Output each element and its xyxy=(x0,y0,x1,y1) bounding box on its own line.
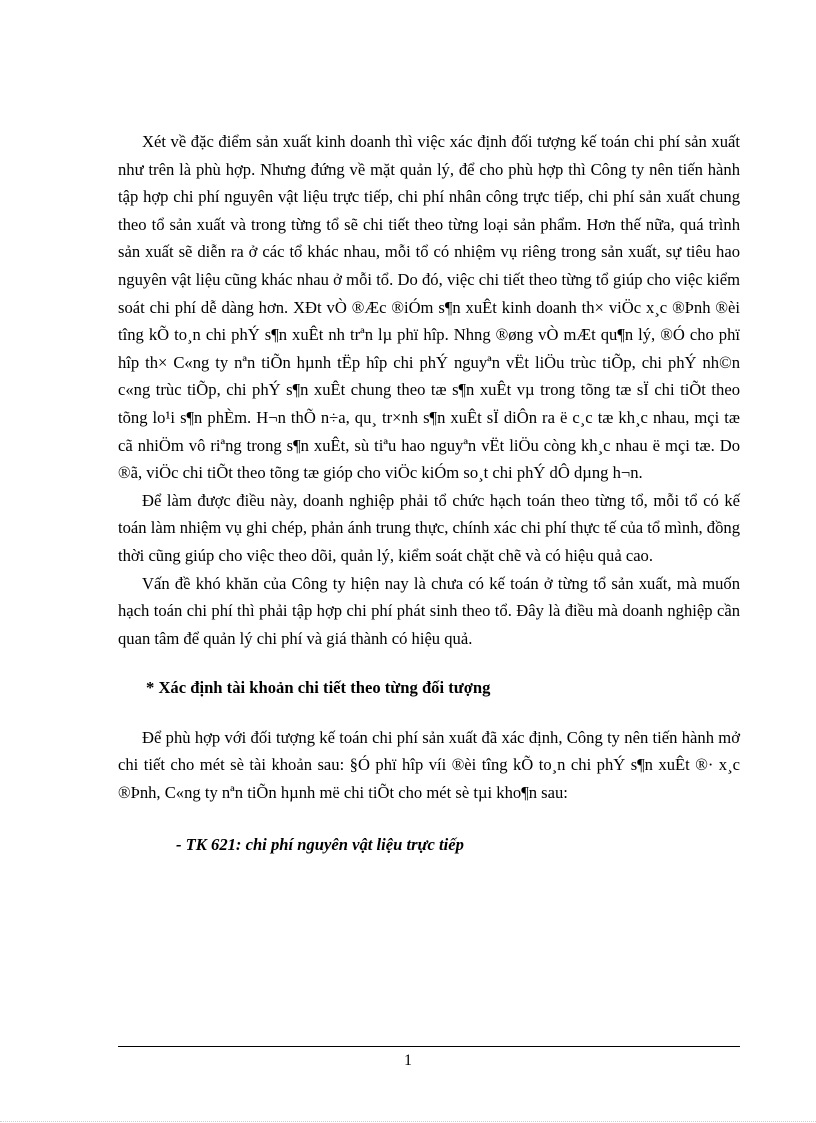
paragraph-1: Xét về đặc điểm sản xuất kinh doanh thì việc xác định đối tượng kế toán chi phí sản xuất như trên là phù hợp. Nhưng đứng về mặt quản lý, để cho phù hợp thì Công ty nên tiến hành tập hợp chi phí nguyên vật liệu trực tiếp, chi phí nhân công trực tiếp, chi phí sản xuất chung theo tổ sản xuất và trong từng tổ sẽ chi tiết theo từng loại sản phẩm. Hơn thế nữa, quá trình sản xuất sẽ diễn ra ở các tổ khác nhau, mỗi tổ có nhiệm vụ riêng trong sản xuất, sự tiêu hao nguyên vật liệu cũng khác nhau ở mỗi tổ. Do đó, việc chi tiết theo từng tổ giúp cho việc kiểm soát chi phí dễ dàng hơn. XÐt vÒ ®Æc ®iÓm s¶n xuÊt kinh doanh th× viÖc x¸c ®Þnh ®èi tîng kÕ to¸n chi phÝ s¶n xuÊt nh trªn lµ phï hîp. Nhng ®øng vÒ mÆt qu¶n lý, ®Ó cho phï hîp th× C«ng ty nªn tiÕn hµnh tËp hîp chi phÝ nguyªn vËt liÖu trùc tiÕp, chi phÝ nh©n c«ng trùc tiÕp, chi phÝ s¶n xuÊt chung theo tæ s¶n xuÊt vµ trong tõng tæ sÏ chi tiÕt theo tõng lo¹i s¶n phÈm. H¬n thÕ n÷a, qu¸ tr×nh s¶n xuÊt sÏ diÔn ra ë c¸c tæ kh¸c nhau, mçi tæ cã nhiÖm vô riªng trong s¶n xuÊt, sù tiªu hao nguyªn vËt liÖu còng kh¸c nhau ë mçi tæ. Do ®ã, viÖc chi tiÕt theo tõng tæ gióp cho viÖc kiÓm so¸t chi phÝ dÔ dµng h¬n. xyxy=(118,132,740,483)
paragraph-3: Vấn đề khó khăn của Công ty hiện nay là chưa có kế toán ở từng tổ sản xuất, mà muốn hạch toán chi phí thì phải tập hợp chi phí phát sinh theo tổ. Đây là điều mà doanh nghiệp cần quan tâm để quản lý chi phí và giá thành có hiệu quả. xyxy=(118,573,740,648)
page-edge-divider xyxy=(0,1121,816,1122)
paragraph-2: Để làm được điều này, doanh nghiệp phải tổ chức hạch toán theo từng tổ, mỗi tổ có kế toán làm nhiệm vụ ghi chép, phản ánh trung thực, chính xác chi phí thực tế của tổ mình, đồng thời cũng giúp cho việc theo dõi, quản lý, kiểm soát chặt chẽ và có hiệu quả cao. xyxy=(118,490,740,565)
page-number: 1 xyxy=(404,1052,412,1069)
section-heading: * Xác định tài khoản chi tiết theo từng đối tượng xyxy=(146,678,491,698)
paragraph-4: Để phù hợp với đối tượng kế toán chi phí sản xuất đã xác định, Công ty nên tiến hành mở chi tiết cho mét sè tài khoản sau: §Ó phï hîp víi ®èi tîng kÕ to¸n chi phÝ s¶n xuÊt ®· x¸c ®Þnh, C«ng ty nªn tiÕn hµnh më chi tiÕt cho mét sè tµi kho¶n sau: xyxy=(118,727,740,803)
footer-rule xyxy=(118,1046,740,1047)
account-item-tk621: - TK 621: chi phí nguyên vật liệu trực tiếp xyxy=(176,834,464,854)
body-text xyxy=(118,128,740,858)
